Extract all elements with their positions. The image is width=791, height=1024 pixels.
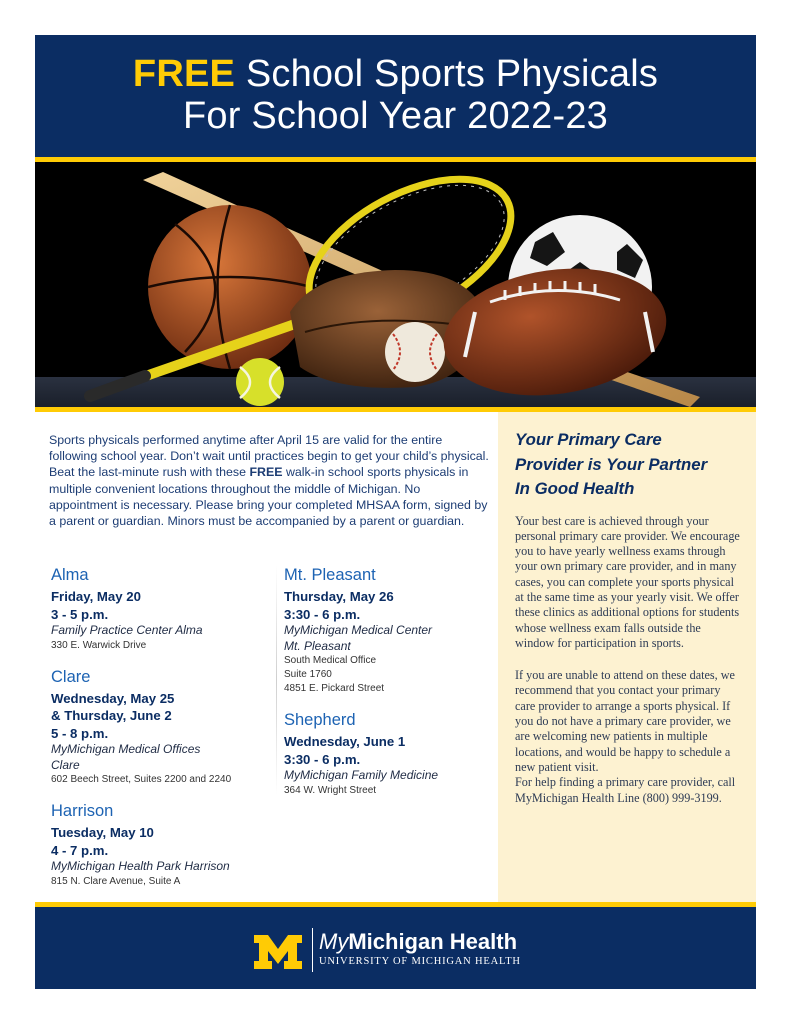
brand-my: My xyxy=(319,929,349,954)
location-venue-2: Mt. Pleasant xyxy=(284,638,351,653)
location-time: 3:30 - 6 p.m. xyxy=(284,751,361,767)
location-address: 364 W. Wright Street xyxy=(284,784,377,796)
location-venue: MyMichigan Health Park Harrison xyxy=(51,859,230,873)
location-date: Wednesday, May 25 xyxy=(51,690,175,706)
brand-wordmark xyxy=(312,928,521,972)
intro-text-after: walk-in school sports physicals in multiple convenient locations throughout the middle of Michigan. No appointment is necessary. Please bring your completed MHSAA form, signed by a parent or guardian. Minors must be accompanied by a parent or guardian. xyxy=(49,465,488,529)
location-address: 330 E. Warwick Drive xyxy=(51,639,147,651)
location-address-2: Suite 1760 xyxy=(284,669,332,680)
location-time: 3 - 5 p.m. xyxy=(51,606,109,622)
headline-line2: For School Year 2022-23 xyxy=(182,95,608,137)
sports-equipment-photo xyxy=(35,162,756,407)
location-address: South Medical Office xyxy=(284,655,377,666)
location-city: Alma xyxy=(51,566,89,584)
intro-text-before: Sports physicals performed anytime after April 15 are valid for the entire following school year. Don’t wait until practices begin to get your child’s physical. Beat the last-minute rush with these xyxy=(49,433,489,480)
block-m-logo-icon xyxy=(254,935,302,969)
sidebar-paragraph-1: Your best care is achieved through your personal primary care provider. We encourage you to have yearly wellness exams through your own primary care provider, and in many cases, you can complete your sports physical at the same time as your yearly visit. We offer these clinics as additional options for students whose wellness exam falls outside the window for participation in sports. xyxy=(515,513,740,650)
location-city: Clare xyxy=(51,667,91,686)
location-time: 4 - 7 p.m. xyxy=(51,842,109,858)
location-venue: MyMichigan Medical Center xyxy=(284,623,433,637)
brand-subtitle: UNIVERSITY OF MICHIGAN HEALTH xyxy=(319,956,521,967)
baseball-icon xyxy=(385,322,445,382)
sidebar-title-line1: Your Primary Care xyxy=(515,430,662,449)
location-address: 815 N. Clare Avenue, Suite A xyxy=(51,875,181,887)
tennis-ball-icon xyxy=(236,358,284,406)
location-city: Harrison xyxy=(51,802,114,820)
brand-name xyxy=(319,929,521,955)
location-mt-pleasant xyxy=(284,565,494,696)
header-banner xyxy=(35,35,756,157)
location-date: Wednesday, June 1 xyxy=(284,734,406,749)
sidebar-paragraph-3: For help finding a primary care provider, call MyMichigan Health Line (800) 999-3199. xyxy=(515,775,736,805)
sidebar-title-line2: Provider is Your Partner xyxy=(515,454,708,474)
locations-left-column xyxy=(51,565,276,903)
sidebar-paragraph-2: If you are unable to attend on these dates, we recommend that you contact your primary care provider to arrange a sports physical. If you do not have a primary care provider, we are welcoming new patients in multiple locations, and would be happy to schedule a new patient visit. xyxy=(515,668,735,774)
location-venue: MyMichigan Family Medicine xyxy=(284,768,439,782)
sidebar-title xyxy=(515,428,756,502)
location-venue-2: Clare xyxy=(51,757,80,772)
location-harrison xyxy=(51,801,276,889)
intro-free: FREE xyxy=(249,465,283,480)
brand-name-text: Michigan Health xyxy=(348,929,518,954)
sidebar-title-line3: In Good Health xyxy=(515,479,635,498)
location-venue: MyMichigan Medical Offices xyxy=(51,742,201,756)
location-city: Mt. Pleasant xyxy=(284,566,376,584)
headline-free: FREE xyxy=(132,53,236,95)
location-time: 5 - 8 p.m. xyxy=(51,725,109,741)
primary-care-sidebar xyxy=(498,412,756,902)
location-address-3: 4851 E. Pickard Street xyxy=(284,683,385,694)
headline-title: School Sports Physicals xyxy=(245,53,659,95)
location-address: 602 Beech Street, Suites 2200 and 2240 xyxy=(51,774,232,785)
location-date: Friday, May 20 xyxy=(51,589,141,604)
location-date: Thursday, May 26 xyxy=(284,589,394,604)
column-divider xyxy=(276,565,277,795)
location-venue: Family Practice Center Alma xyxy=(51,623,203,637)
locations-right-column xyxy=(284,565,494,812)
location-city: Shepherd xyxy=(284,711,356,729)
location-date: Tuesday, May 10 xyxy=(51,825,154,840)
headline-line1 xyxy=(35,53,756,95)
location-alma xyxy=(51,565,276,653)
location-time: 3:30 - 6 p.m. xyxy=(284,606,361,622)
location-shepherd xyxy=(284,710,494,798)
location-clare xyxy=(51,667,276,788)
intro-paragraph xyxy=(49,432,489,529)
location-date-2: & Thursday, June 2 xyxy=(51,708,172,723)
